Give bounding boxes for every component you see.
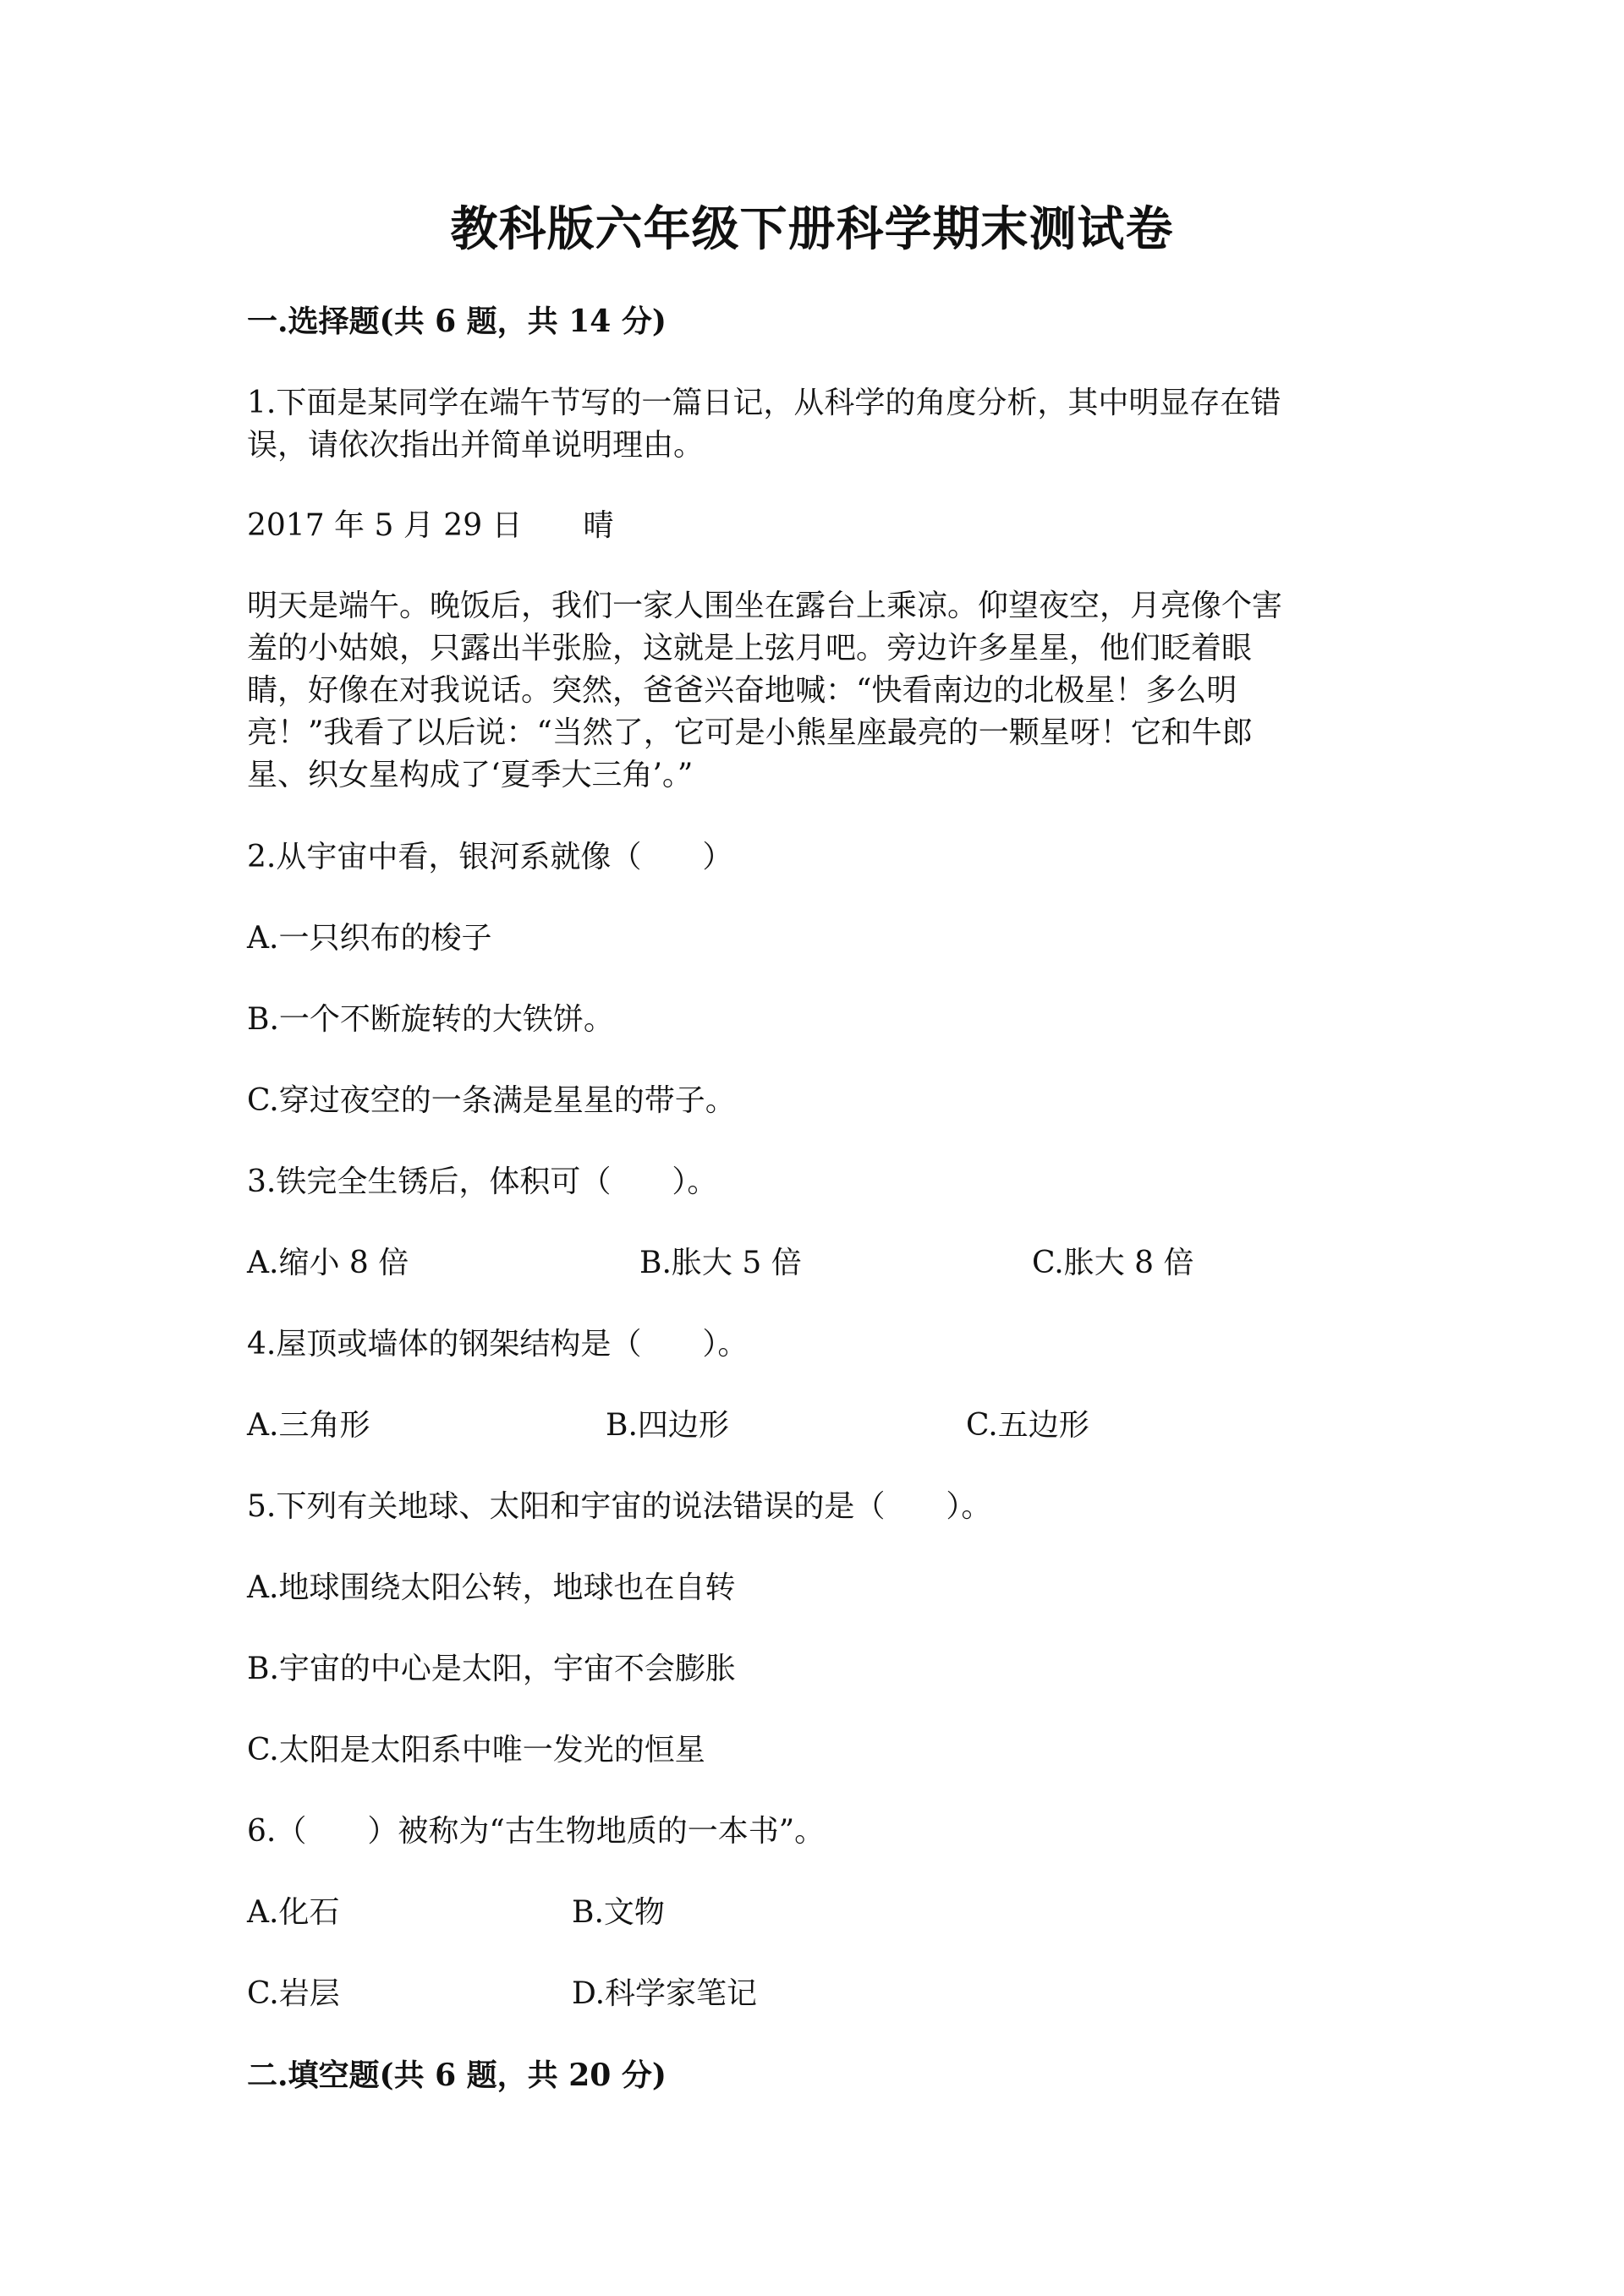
question-2-option-a: A.一只织布的梭子 (247, 921, 492, 956)
question-2-option-c: C.穿过夜空的一条满是星星的带子。 (247, 1083, 736, 1118)
question-5-option-c: C.太阳是太阳系中唯一发光的恒星 (247, 1733, 705, 1767)
question-5-option-b: B.宇宙的中心是太阳，宇宙不会膨胀 (247, 1652, 736, 1686)
question-4-option-a: A.三角形 (247, 1408, 370, 1443)
diary-line: 明天是端午。晚饭后，我们一家人围坐在露台上乘凉。仰望夜空，月亮像个害 (247, 589, 1283, 623)
question-3-option-a: A.缩小 8 倍 (247, 1246, 409, 1280)
diary-date-line: 2017 年 5 月 29 日 晴 (247, 508, 614, 543)
question-3-option-b: B.胀大 5 倍 (639, 1246, 802, 1280)
section-1-heading: 一.选择题(共 6 题，共 14 分) (247, 304, 667, 339)
question-4-stem: 4.屋顶或墙体的钢架结构是（ ）。 (247, 1327, 749, 1362)
question-1-stem (247, 382, 1380, 467)
question-5-stem: 5.下列有关地球、太阳和宇宙的说法错误的是（ ）。 (247, 1489, 992, 1524)
question-3-stem: 3.铁完全生锈后，体积可（ ）。 (247, 1164, 718, 1199)
question-4-option-c: C.五边形 (966, 1408, 1089, 1443)
question-6-option-c: C.岩层 (247, 1976, 340, 2011)
question-1-line: 误，请依次指出并简单说明理由。 (247, 428, 705, 463)
question-5-option-a: A.地球围绕太阳公转，地球也在自转 (247, 1570, 736, 1605)
diary-line: 羞的小姑娘，只露出半张脸，这就是上弦月吧。旁边许多星星，他们眨着眼 (247, 631, 1253, 666)
question-6-option-b: B.文物 (572, 1895, 665, 1930)
question-6-option-d: D.科学家笔记 (572, 1976, 758, 2011)
diary-line: 星、织女星构成了‘夏季大三角’。” (247, 758, 694, 792)
question-2-option-b: B.一个不断旋转的大铁饼。 (247, 1002, 614, 1037)
exam-title: 教科版六年级下册科学期末测试卷 (450, 201, 1174, 257)
question-6-stem: 6.（ ）被称为“古生物地质的一本书”。 (247, 1814, 826, 1849)
question-1-line: 1.下面是某同学在端午节写的一篇日记，从科学的角度分析，其中明显存在错 (247, 386, 1281, 420)
question-4-option-b: B.四边形 (606, 1408, 729, 1443)
diary-line: 亮！”我看了以后说：“当然了，它可是小熊星座最亮的一颗星呀！它和牛郎 (247, 715, 1253, 750)
diary-text (247, 585, 1380, 797)
question-6-option-a: A.化石 (247, 1895, 340, 1930)
section-2-heading: 二.填空题(共 6 题，共 20 分) (247, 2058, 667, 2093)
question-3-option-c: C.胀大 8 倍 (1032, 1246, 1194, 1280)
question-2-stem: 2.从宇宙中看，银河系就像（ ） (247, 840, 733, 874)
diary-line: 睛，好像在对我说话。突然，爸爸兴奋地喊：“快看南边的北极星！多么明 (247, 673, 1237, 708)
